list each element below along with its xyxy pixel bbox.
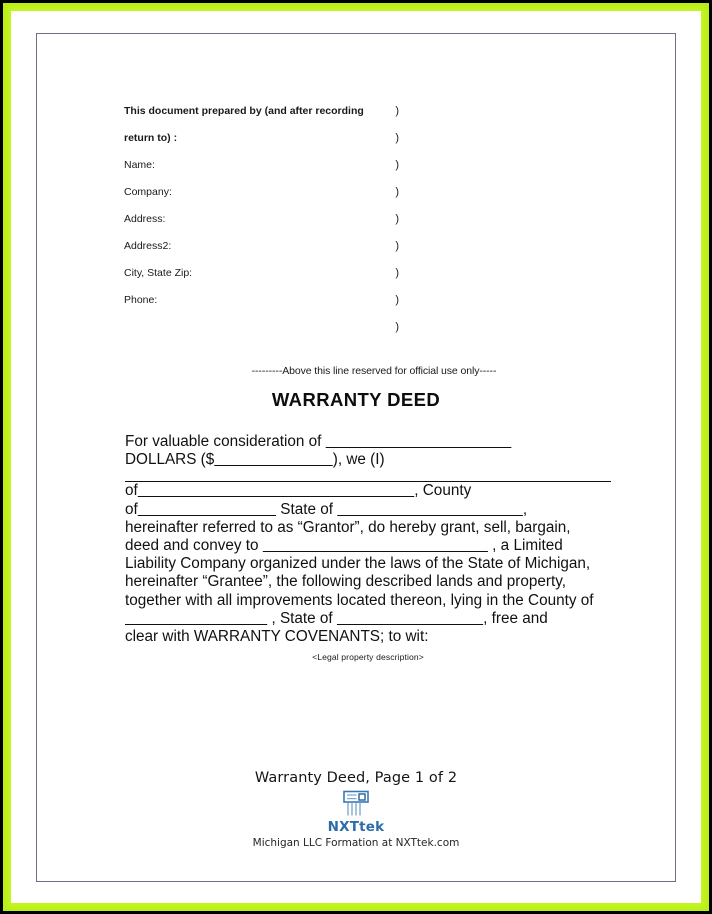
nxttek-column-icon: [37, 790, 675, 820]
recording-row-empty: [124, 314, 399, 341]
recording-row-paren: ): [395, 105, 399, 117]
recording-row-paren: ): [395, 213, 399, 225]
body-text: DOLLARS ($: [125, 451, 215, 469]
fill-blank-address[interactable]: [138, 482, 415, 499]
recording-row-paren: ): [395, 159, 399, 171]
recording-row-label: Address2:: [124, 240, 172, 252]
document-page: [36, 33, 676, 882]
recording-row-paren: ): [395, 267, 399, 279]
body-text: deed and convey to: [125, 537, 263, 555]
body-line-county: [125, 482, 611, 500]
body-text: ,: [522, 500, 528, 518]
nxttek-wordmark: NXTtek: [327, 819, 385, 835]
body-line-property-state: [125, 610, 611, 628]
fill-blank-county[interactable]: [138, 501, 276, 518]
body-text: For valuable consideration of: [125, 433, 326, 450]
body-line-consideration: [125, 433, 611, 451]
recording-row-paren: ): [395, 294, 399, 306]
recording-row-name: [124, 152, 399, 179]
recording-row-label: Company:: [124, 186, 172, 198]
recording-row-address: [124, 206, 399, 233]
fill-blank-amount[interactable]: [214, 451, 333, 468]
recording-row-city-state-zip: [124, 260, 399, 287]
footer-page-label: Warranty Deed, Page 1 of 2: [254, 770, 458, 786]
body-text: , free and: [483, 609, 548, 627]
fill-blank-grantee[interactable]: [263, 537, 488, 554]
recording-row-label: This document prepared by (and after recording: [124, 105, 364, 117]
body-line-convey: [125, 537, 611, 555]
recording-row-paren: ): [395, 240, 399, 252]
body-line-state: [125, 501, 611, 519]
body-text: , County: [414, 482, 472, 500]
grantor-name-rule[interactable]: [125, 471, 611, 482]
deed-body: [125, 433, 611, 666]
body-text: , a Limited: [487, 537, 563, 555]
body-text: , State of: [267, 609, 337, 627]
fill-blank[interactable]: [326, 433, 512, 450]
footer-tagline: Michigan LLC Formation at NXTtek.com: [252, 837, 460, 849]
recording-row-paren: ): [395, 321, 399, 333]
official-use-note: [37, 365, 675, 377]
recording-row-label: Address:: [124, 213, 166, 225]
document-sheet: [37, 34, 675, 881]
recording-row-label: Name:: [124, 159, 155, 171]
white-mat: [11, 11, 701, 903]
body-text: of: [125, 500, 138, 518]
body-text: State of: [276, 500, 338, 518]
body-line-covenants: clear with WARRANTY COVENANTS; to wit:: [125, 628, 429, 646]
page-footer: [37, 770, 675, 849]
recording-row-label: return to) :: [124, 132, 178, 144]
body-line-grantee: hereinafter “Grantee”, the following described lands and property,: [125, 573, 567, 591]
recording-row-label: Phone:: [124, 294, 158, 306]
page-title: WARRANTY DEED: [271, 389, 441, 410]
recording-row-address2: [124, 233, 399, 260]
recording-row-label: City, State Zip:: [124, 267, 193, 279]
body-text: of: [125, 482, 138, 500]
recording-header-block: [124, 98, 399, 341]
fill-blank-property-county[interactable]: [125, 610, 267, 627]
official-use-note-text: ---------Above this line reserved for official use only-----: [251, 365, 497, 377]
recording-row-company: [124, 179, 399, 206]
recording-row-paren: ): [395, 186, 399, 198]
fill-blank-state[interactable]: [337, 501, 523, 518]
recording-row-paren: ): [395, 132, 399, 144]
body-line-dollars: [125, 451, 611, 469]
body-line-llc: Liability Company organized under the laws of the State of Michigan,: [125, 555, 591, 573]
legal-description-placeholder: <Legal property description>: [312, 652, 424, 663]
recording-row: [124, 98, 399, 125]
body-line-improvements: together with all improvements located thereon, lying in the County of: [125, 591, 594, 609]
recording-row-phone: [124, 287, 399, 314]
recording-row: [124, 125, 399, 152]
fill-blank-property-state[interactable]: [337, 610, 483, 627]
body-text: ), we (I): [332, 451, 385, 469]
body-line-grantor: hereinafter referred to as “Grantor”, do hereby grant, sell, bargain,: [125, 518, 571, 536]
